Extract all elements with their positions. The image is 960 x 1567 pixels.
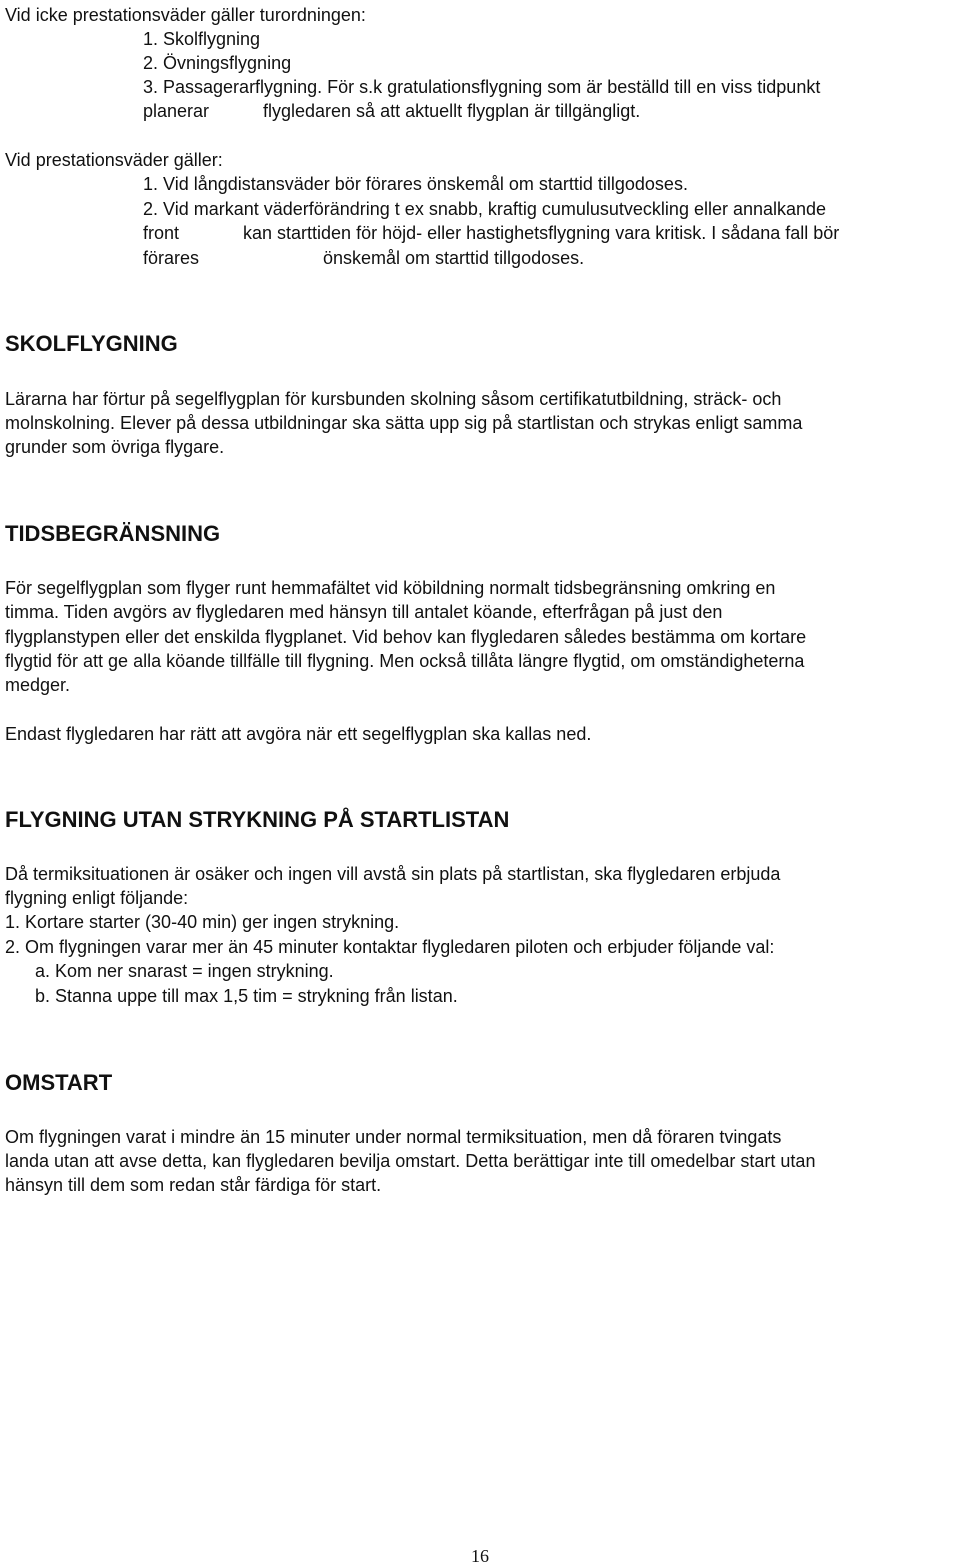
section-heading-tidsbegransning: TIDSBEGRÄNSNING [5,521,221,546]
list-item: 3. Passagerarflygning. För s.k gratulationsflygning som är beställd till en viss tidpunkt [143,77,821,97]
list-item-continuation: planerar [143,101,210,121]
paragraph-line: Om flygningen varat i mindre än 15 minuter under normal termiksituation, men då föraren tvingats [5,1127,782,1147]
paragraph-line: flygplanstypen eller det enskilda flygplanet. Vid behov kan flygledaren således bestämma om kortare [5,627,807,647]
list-item-continuation: front [143,223,180,243]
paragraph-line: För segelflygplan som flyger runt hemmafältet vid köbildning normalt tidsbegränsning omkring en [5,578,776,598]
paragraph-line: medger. [5,675,71,695]
paragraph-line: flygtid för att ge alla köande tillfälle till flygning. Men också tillåta längre flygtid, om omständigheterna [5,651,805,671]
list-item: 1. Kortare starter (30-40 min) ger ingen strykning. [5,912,400,932]
page-number: 16 [471,1546,489,1566]
list-item: 1. Vid långdistansväder bör förares önskemål om starttid tillgodoses. [143,174,688,194]
list-item: 1. Skolflygning [143,29,261,49]
paragraph-line: timma. Tiden avgörs av flygledaren med hänsyn till antalet köande, efterfrågan på just den [5,602,723,622]
paragraph-line: hänsyn till dem som redan står färdiga för start. [5,1175,382,1195]
section-heading-skolflygning: SKOLFLYGNING [5,331,178,356]
prestation-heading: Vid prestationsväder gäller: [5,150,223,170]
section-heading-utan-strykning: FLYGNING UTAN STRYKNING PÅ STARTLISTAN [5,807,510,832]
paragraph-line: grunder som övriga flygare. [5,437,225,457]
intro-heading: Vid icke prestationsväder gäller turordningen: [5,5,366,25]
paragraph-line: Lärarna har förtur på segelflygplan för kursbunden skolning såsom certifikatutbildning, sträck- och [5,389,782,409]
paragraph-line: flygning enligt följande: [5,888,189,908]
paragraph-line: molnskolning. Elever på dessa utbildningar ska sätta upp sig på startlistan och strykas enligt samma [5,413,803,433]
list-item-continuation: önskemål om starttid tillgodoses. [323,248,585,268]
paragraph-line: Då termiksituationen är osäker och ingen vill avstå sin plats på startlistan, ska flygledaren erbjuda [5,864,781,884]
section-heading-omstart: OMSTART [5,1070,113,1095]
list-item-continuation: kan starttiden för höjd- eller hastighetsflygning vara kritisk. I sådana fall bör [243,223,840,243]
sub-list-item: b. Stanna uppe till max 1,5 tim = strykning från listan. [35,986,458,1006]
list-item: 2. Vid markant väderförändring t ex snabb, kraftig cumulusutveckling eller annalkande [143,199,827,219]
list-item-continuation: förares [143,248,200,268]
list-item: 2. Om flygningen varar mer än 45 minuter kontaktar flygledaren piloten och erbjuder följande val: [5,937,775,957]
paragraph-line: landa utan att avse detta, kan flygledaren bevilja omstart. Detta berättigar inte till omedelbar start utan [5,1151,816,1171]
sub-list-item: a. Kom ner snarast = ingen strykning. [35,961,334,981]
list-item: 2. Övningsflygning [143,53,292,73]
paragraph-line: Endast flygledaren har rätt att avgöra när ett segelflygplan ska kallas ned. [5,724,592,744]
list-item-continuation: flygledaren så att aktuellt flygplan är tillgängligt. [263,101,641,121]
